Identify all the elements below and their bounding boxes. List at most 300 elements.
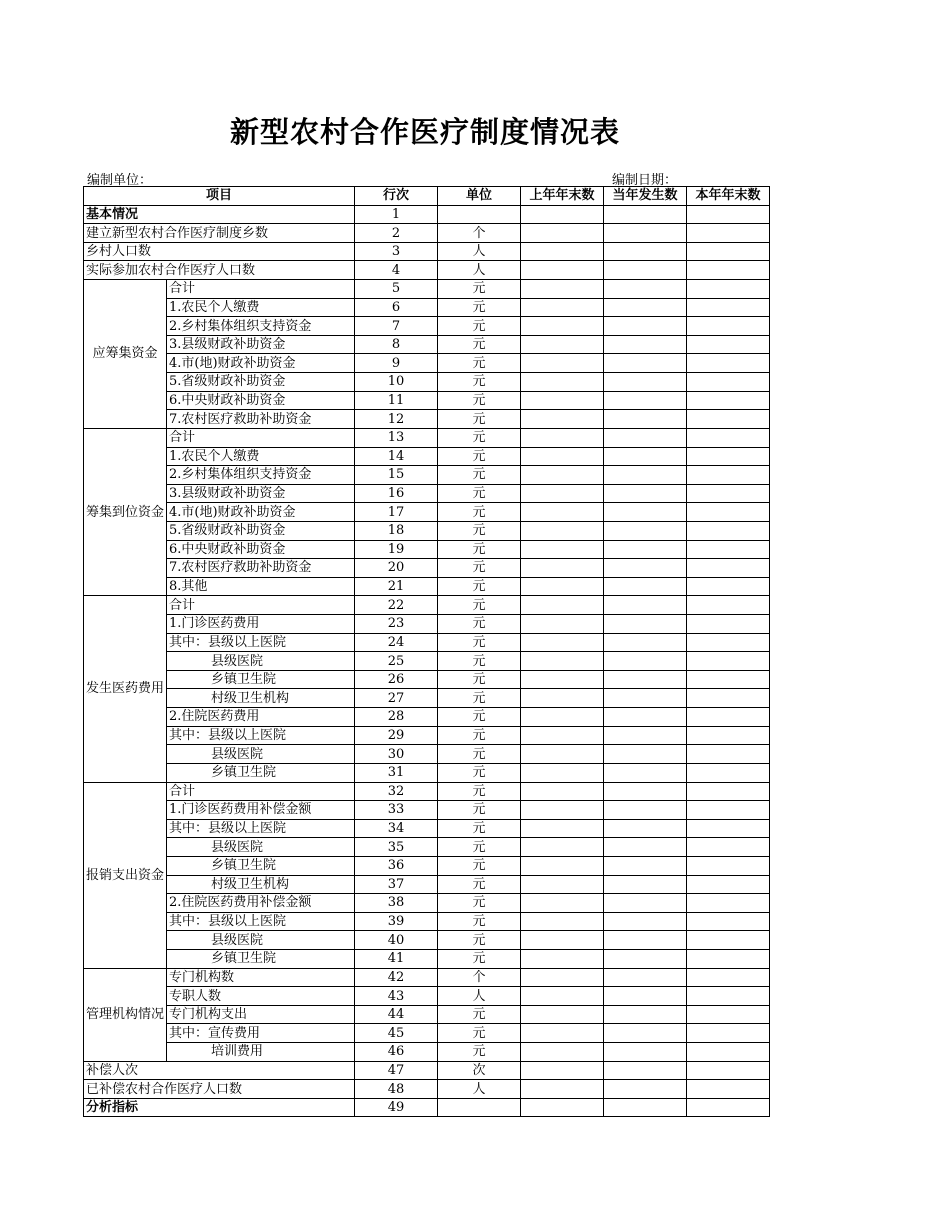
prev-year-end-cell[interactable] bbox=[521, 949, 604, 968]
item-label-cell: 村级卫生机构 bbox=[167, 689, 355, 708]
current-year-cell[interactable] bbox=[604, 224, 687, 243]
current-year-cell[interactable] bbox=[604, 484, 687, 503]
unit-cell: 元 bbox=[438, 949, 521, 968]
group-label-cell: 报销支出资金 bbox=[84, 782, 167, 968]
row-number-cell: 38 bbox=[355, 894, 438, 913]
row-number-cell: 9 bbox=[355, 354, 438, 373]
row-number-cell: 39 bbox=[355, 912, 438, 931]
item-label-cell: 合计 bbox=[167, 782, 355, 801]
this-year-end-cell[interactable] bbox=[687, 708, 770, 727]
table-row bbox=[84, 503, 770, 522]
item-label-cell: 建立新型农村合作医疗制度乡数 bbox=[84, 224, 355, 243]
current-year-cell[interactable] bbox=[604, 856, 687, 875]
item-label-cell: 乡镇卫生院 bbox=[167, 856, 355, 875]
row-number-cell: 24 bbox=[355, 633, 438, 652]
header-current-year: 当年发生数 bbox=[604, 187, 687, 206]
row-number-cell: 16 bbox=[355, 484, 438, 503]
unit-cell: 元 bbox=[438, 689, 521, 708]
prev-year-end-cell[interactable] bbox=[521, 280, 604, 299]
current-year-cell[interactable] bbox=[604, 521, 687, 540]
prev-year-end-cell[interactable] bbox=[521, 1005, 604, 1024]
item-label-cell: 县级医院 bbox=[167, 838, 355, 857]
current-year-cell[interactable] bbox=[604, 763, 687, 782]
table-row bbox=[84, 391, 770, 410]
row-number-cell: 26 bbox=[355, 670, 438, 689]
row-number-cell: 21 bbox=[355, 577, 438, 596]
table-row bbox=[84, 447, 770, 466]
row-number-cell: 36 bbox=[355, 856, 438, 875]
row-number-cell: 10 bbox=[355, 373, 438, 392]
prev-year-end-cell[interactable] bbox=[521, 317, 604, 336]
table-row bbox=[84, 373, 770, 392]
current-year-cell[interactable] bbox=[604, 298, 687, 317]
table-row bbox=[84, 856, 770, 875]
unit-cell: 元 bbox=[438, 1024, 521, 1043]
unit-cell: 元 bbox=[438, 317, 521, 336]
this-year-end-cell[interactable] bbox=[687, 745, 770, 764]
this-year-end-cell[interactable] bbox=[687, 484, 770, 503]
prev-year-end-cell[interactable] bbox=[521, 987, 604, 1006]
current-year-cell[interactable] bbox=[604, 242, 687, 261]
row-number-cell: 42 bbox=[355, 968, 438, 987]
row-number-cell: 25 bbox=[355, 652, 438, 671]
current-year-cell[interactable] bbox=[604, 875, 687, 894]
prev-year-end-cell[interactable] bbox=[521, 856, 604, 875]
item-label-cell: 2.住院医药费用补偿金额 bbox=[167, 894, 355, 913]
current-year-cell[interactable] bbox=[604, 801, 687, 820]
unit-cell: 元 bbox=[438, 577, 521, 596]
unit-cell: 元 bbox=[438, 875, 521, 894]
this-year-end-cell[interactable] bbox=[687, 317, 770, 336]
header-row-no: 行次 bbox=[355, 187, 438, 206]
item-label-cell: 专职人数 bbox=[167, 987, 355, 1006]
current-year-cell[interactable] bbox=[604, 373, 687, 392]
table-row bbox=[84, 317, 770, 336]
row-number-cell: 15 bbox=[355, 466, 438, 485]
compiling-unit-label: 编制单位： bbox=[87, 173, 153, 188]
this-year-end-cell[interactable] bbox=[687, 1024, 770, 1043]
prev-year-end-cell[interactable] bbox=[521, 261, 604, 280]
current-year-cell[interactable] bbox=[604, 819, 687, 838]
current-year-cell[interactable] bbox=[604, 745, 687, 764]
header-unit: 单位 bbox=[438, 187, 521, 206]
item-label-cell: 3.县级财政补助资金 bbox=[167, 484, 355, 503]
row-number-cell: 14 bbox=[355, 447, 438, 466]
this-year-end-cell[interactable] bbox=[687, 1061, 770, 1080]
unit-cell: 元 bbox=[438, 1043, 521, 1062]
prev-year-end-cell[interactable] bbox=[521, 1024, 604, 1043]
group-label-cell: 应筹集资金 bbox=[84, 280, 167, 429]
this-year-end-cell[interactable] bbox=[687, 540, 770, 559]
current-year-cell[interactable] bbox=[604, 615, 687, 634]
unit-cell: 元 bbox=[438, 559, 521, 578]
table-row bbox=[84, 987, 770, 1006]
prev-year-end-cell[interactable] bbox=[521, 559, 604, 578]
prev-year-end-cell[interactable] bbox=[521, 931, 604, 950]
row-number-cell: 40 bbox=[355, 931, 438, 950]
this-year-end-cell[interactable] bbox=[687, 856, 770, 875]
table-row bbox=[84, 466, 770, 485]
table-row bbox=[84, 335, 770, 354]
this-year-end-cell[interactable] bbox=[687, 205, 770, 224]
current-year-cell[interactable] bbox=[604, 633, 687, 652]
table-row bbox=[84, 596, 770, 615]
item-label-cell: 乡镇卫生院 bbox=[167, 763, 355, 782]
table-row bbox=[84, 224, 770, 243]
table-row bbox=[84, 894, 770, 913]
item-label-cell: 4.市(地)财政补助资金 bbox=[167, 503, 355, 522]
unit-cell: 元 bbox=[438, 726, 521, 745]
prev-year-end-cell[interactable] bbox=[521, 1098, 604, 1117]
current-year-cell[interactable] bbox=[604, 559, 687, 578]
unit-cell: 元 bbox=[438, 354, 521, 373]
prev-year-end-cell[interactable] bbox=[521, 689, 604, 708]
current-year-cell[interactable] bbox=[604, 466, 687, 485]
current-year-cell[interactable] bbox=[604, 1098, 687, 1117]
unit-cell: 元 bbox=[438, 801, 521, 820]
this-year-end-cell[interactable] bbox=[687, 391, 770, 410]
row-number-cell: 35 bbox=[355, 838, 438, 857]
prev-year-end-cell[interactable] bbox=[521, 894, 604, 913]
row-number-cell: 29 bbox=[355, 726, 438, 745]
current-year-cell[interactable] bbox=[604, 503, 687, 522]
unit-cell: 元 bbox=[438, 838, 521, 857]
current-year-cell[interactable] bbox=[604, 670, 687, 689]
this-year-end-cell[interactable] bbox=[687, 912, 770, 931]
prev-year-end-cell[interactable] bbox=[521, 596, 604, 615]
group-label-cell: 筹集到位资金 bbox=[84, 428, 167, 595]
prev-year-end-cell[interactable] bbox=[521, 633, 604, 652]
unit-cell: 元 bbox=[438, 521, 521, 540]
this-year-end-cell[interactable] bbox=[687, 596, 770, 615]
table-row bbox=[84, 1005, 770, 1024]
table-row bbox=[84, 205, 770, 224]
this-year-end-cell[interactable] bbox=[687, 763, 770, 782]
prev-year-end-cell[interactable] bbox=[521, 577, 604, 596]
table-row bbox=[84, 819, 770, 838]
current-year-cell[interactable] bbox=[604, 410, 687, 429]
this-year-end-cell[interactable] bbox=[687, 298, 770, 317]
table-row bbox=[84, 298, 770, 317]
item-label-cell: 1.农民个人缴费 bbox=[167, 298, 355, 317]
this-year-end-cell[interactable] bbox=[687, 949, 770, 968]
item-label-cell: 其中：县级以上医院 bbox=[167, 633, 355, 652]
row-number-cell: 5 bbox=[355, 280, 438, 299]
table-row bbox=[84, 726, 770, 745]
row-number-cell: 3 bbox=[355, 242, 438, 261]
row-number-cell: 7 bbox=[355, 317, 438, 336]
unit-cell: 元 bbox=[438, 633, 521, 652]
this-year-end-cell[interactable] bbox=[687, 633, 770, 652]
prev-year-end-cell[interactable] bbox=[521, 708, 604, 727]
this-year-end-cell[interactable] bbox=[687, 373, 770, 392]
this-year-end-cell[interactable] bbox=[687, 782, 770, 801]
group-label-cell: 发生医药费用 bbox=[84, 596, 167, 782]
header-this-year-end: 本年年末数 bbox=[687, 187, 770, 206]
unit-cell: 元 bbox=[438, 708, 521, 727]
unit-cell: 元 bbox=[438, 298, 521, 317]
unit-cell: 人 bbox=[438, 242, 521, 261]
current-year-cell[interactable] bbox=[604, 931, 687, 950]
prev-year-end-cell[interactable] bbox=[521, 652, 604, 671]
prev-year-end-cell[interactable] bbox=[521, 670, 604, 689]
prev-year-end-cell[interactable] bbox=[521, 373, 604, 392]
unit-cell: 人 bbox=[438, 261, 521, 280]
item-label-cell: 5.省级财政补助资金 bbox=[167, 373, 355, 392]
row-number-cell: 31 bbox=[355, 763, 438, 782]
unit-cell: 元 bbox=[438, 503, 521, 522]
this-year-end-cell[interactable] bbox=[687, 410, 770, 429]
this-year-end-cell[interactable] bbox=[687, 1098, 770, 1117]
row-number-cell: 28 bbox=[355, 708, 438, 727]
table-row bbox=[84, 615, 770, 634]
prev-year-end-cell[interactable] bbox=[521, 335, 604, 354]
item-label-cell: 其中：县级以上医院 bbox=[167, 912, 355, 931]
current-year-cell[interactable] bbox=[604, 968, 687, 987]
current-year-cell[interactable] bbox=[604, 317, 687, 336]
item-label-cell: 2.乡村集体组织支持资金 bbox=[167, 466, 355, 485]
row-number-cell: 27 bbox=[355, 689, 438, 708]
this-year-end-cell[interactable] bbox=[687, 894, 770, 913]
unit-cell: 人 bbox=[438, 987, 521, 1006]
unit-cell: 元 bbox=[438, 615, 521, 634]
unit-cell: 元 bbox=[438, 652, 521, 671]
this-year-end-cell[interactable] bbox=[687, 447, 770, 466]
table-row bbox=[84, 949, 770, 968]
current-year-cell[interactable] bbox=[604, 205, 687, 224]
this-year-end-cell[interactable] bbox=[687, 280, 770, 299]
current-year-cell[interactable] bbox=[604, 391, 687, 410]
current-year-cell[interactable] bbox=[604, 596, 687, 615]
this-year-end-cell[interactable] bbox=[687, 670, 770, 689]
current-year-cell[interactable] bbox=[604, 261, 687, 280]
this-year-end-cell[interactable] bbox=[687, 615, 770, 634]
unit-cell: 元 bbox=[438, 280, 521, 299]
row-number-cell: 33 bbox=[355, 801, 438, 820]
current-year-cell[interactable] bbox=[604, 1043, 687, 1062]
prev-year-end-cell[interactable] bbox=[521, 838, 604, 857]
current-year-cell[interactable] bbox=[604, 335, 687, 354]
current-year-cell[interactable] bbox=[604, 726, 687, 745]
row-number-cell: 45 bbox=[355, 1024, 438, 1043]
prev-year-end-cell[interactable] bbox=[521, 428, 604, 447]
unit-cell: 元 bbox=[438, 1005, 521, 1024]
prev-year-end-cell[interactable] bbox=[521, 503, 604, 522]
this-year-end-cell[interactable] bbox=[687, 801, 770, 820]
item-label-cell: 5.省级财政补助资金 bbox=[167, 521, 355, 540]
unit-cell: 元 bbox=[438, 745, 521, 764]
current-year-cell[interactable] bbox=[604, 280, 687, 299]
table-row bbox=[84, 428, 770, 447]
current-year-cell[interactable] bbox=[604, 354, 687, 373]
this-year-end-cell[interactable] bbox=[687, 968, 770, 987]
current-year-cell[interactable] bbox=[604, 540, 687, 559]
item-label-cell: 乡镇卫生院 bbox=[167, 949, 355, 968]
this-year-end-cell[interactable] bbox=[687, 652, 770, 671]
this-year-end-cell[interactable] bbox=[687, 335, 770, 354]
unit-cell: 元 bbox=[438, 856, 521, 875]
this-year-end-cell[interactable] bbox=[687, 354, 770, 373]
unit-cell: 元 bbox=[438, 447, 521, 466]
item-label-cell: 实际参加农村合作医疗人口数 bbox=[84, 261, 355, 280]
table-row bbox=[84, 708, 770, 727]
table-row bbox=[84, 633, 770, 652]
row-number-cell: 47 bbox=[355, 1061, 438, 1080]
this-year-end-cell[interactable] bbox=[687, 819, 770, 838]
prev-year-end-cell[interactable] bbox=[521, 1043, 604, 1062]
row-number-cell: 46 bbox=[355, 1043, 438, 1062]
unit-cell: 人 bbox=[438, 1080, 521, 1099]
table-row bbox=[84, 763, 770, 782]
table-row bbox=[84, 838, 770, 857]
row-number-cell: 11 bbox=[355, 391, 438, 410]
this-year-end-cell[interactable] bbox=[687, 577, 770, 596]
prev-year-end-cell[interactable] bbox=[521, 447, 604, 466]
table-row bbox=[84, 689, 770, 708]
prev-year-end-cell[interactable] bbox=[521, 912, 604, 931]
current-year-cell[interactable] bbox=[604, 1005, 687, 1024]
table-row bbox=[84, 912, 770, 931]
row-number-cell: 20 bbox=[355, 559, 438, 578]
current-year-cell[interactable] bbox=[604, 428, 687, 447]
item-label-cell: 专门机构数 bbox=[167, 968, 355, 987]
table-row bbox=[84, 801, 770, 820]
row-number-cell: 22 bbox=[355, 596, 438, 615]
current-year-cell[interactable] bbox=[604, 838, 687, 857]
report-table bbox=[83, 186, 770, 1117]
row-number-cell: 49 bbox=[355, 1098, 438, 1117]
this-year-end-cell[interactable] bbox=[687, 838, 770, 857]
unit-cell: 元 bbox=[438, 540, 521, 559]
unit-cell: 元 bbox=[438, 466, 521, 485]
this-year-end-cell[interactable] bbox=[687, 987, 770, 1006]
table-row bbox=[84, 782, 770, 801]
compiling-date-label: 编制日期： bbox=[612, 173, 678, 188]
current-year-cell[interactable] bbox=[604, 577, 687, 596]
current-year-cell[interactable] bbox=[604, 447, 687, 466]
prev-year-end-cell[interactable] bbox=[521, 466, 604, 485]
item-label-cell: 3.县级财政补助资金 bbox=[167, 335, 355, 354]
current-year-cell[interactable] bbox=[604, 689, 687, 708]
prev-year-end-cell[interactable] bbox=[521, 205, 604, 224]
prev-year-end-cell[interactable] bbox=[521, 298, 604, 317]
item-label-cell: 合计 bbox=[167, 280, 355, 299]
prev-year-end-cell[interactable] bbox=[521, 782, 604, 801]
table-row bbox=[84, 1061, 770, 1080]
current-year-cell[interactable] bbox=[604, 708, 687, 727]
this-year-end-cell[interactable] bbox=[687, 1005, 770, 1024]
unit-cell: 元 bbox=[438, 931, 521, 950]
unit-cell: 元 bbox=[438, 819, 521, 838]
row-number-cell: 13 bbox=[355, 428, 438, 447]
this-year-end-cell[interactable] bbox=[687, 261, 770, 280]
current-year-cell[interactable] bbox=[604, 1080, 687, 1099]
this-year-end-cell[interactable] bbox=[687, 242, 770, 261]
this-year-end-cell[interactable] bbox=[687, 875, 770, 894]
table-row bbox=[84, 354, 770, 373]
prev-year-end-cell[interactable] bbox=[521, 875, 604, 894]
this-year-end-cell[interactable] bbox=[687, 224, 770, 243]
this-year-end-cell[interactable] bbox=[687, 521, 770, 540]
row-number-cell: 43 bbox=[355, 987, 438, 1006]
prev-year-end-cell[interactable] bbox=[521, 540, 604, 559]
table-row bbox=[84, 521, 770, 540]
current-year-cell[interactable] bbox=[604, 987, 687, 1006]
prev-year-end-cell[interactable] bbox=[521, 819, 604, 838]
header-prev-year-end: 上年年末数 bbox=[521, 187, 604, 206]
row-number-cell: 37 bbox=[355, 875, 438, 894]
item-label-cell: 补偿人次 bbox=[84, 1061, 355, 1080]
item-label-cell: 其中：县级以上医院 bbox=[167, 819, 355, 838]
row-number-cell: 8 bbox=[355, 335, 438, 354]
prev-year-end-cell[interactable] bbox=[521, 763, 604, 782]
unit-cell: 元 bbox=[438, 782, 521, 801]
prev-year-end-cell[interactable] bbox=[521, 354, 604, 373]
this-year-end-cell[interactable] bbox=[687, 428, 770, 447]
prev-year-end-cell[interactable] bbox=[521, 242, 604, 261]
item-label-cell: 县级医院 bbox=[167, 931, 355, 950]
prev-year-end-cell[interactable] bbox=[521, 484, 604, 503]
prev-year-end-cell[interactable] bbox=[521, 968, 604, 987]
header-item: 项目 bbox=[84, 187, 355, 206]
prev-year-end-cell[interactable] bbox=[521, 745, 604, 764]
this-year-end-cell[interactable] bbox=[687, 931, 770, 950]
current-year-cell[interactable] bbox=[604, 782, 687, 801]
item-label-cell: 4.市(地)财政补助资金 bbox=[167, 354, 355, 373]
this-year-end-cell[interactable] bbox=[687, 559, 770, 578]
prev-year-end-cell[interactable] bbox=[521, 391, 604, 410]
unit-cell bbox=[438, 205, 521, 224]
this-year-end-cell[interactable] bbox=[687, 1080, 770, 1099]
prev-year-end-cell[interactable] bbox=[521, 410, 604, 429]
current-year-cell[interactable] bbox=[604, 652, 687, 671]
this-year-end-cell[interactable] bbox=[687, 689, 770, 708]
header-row bbox=[84, 187, 770, 206]
item-label-cell: 7.农村医疗救助补助资金 bbox=[167, 559, 355, 578]
table-row bbox=[84, 652, 770, 671]
table-row bbox=[84, 1024, 770, 1043]
this-year-end-cell[interactable] bbox=[687, 466, 770, 485]
current-year-cell[interactable] bbox=[604, 949, 687, 968]
current-year-cell[interactable] bbox=[604, 1061, 687, 1080]
prev-year-end-cell[interactable] bbox=[521, 615, 604, 634]
row-number-cell: 34 bbox=[355, 819, 438, 838]
prev-year-end-cell[interactable] bbox=[521, 801, 604, 820]
table-row bbox=[84, 280, 770, 299]
current-year-cell[interactable] bbox=[604, 912, 687, 931]
row-number-cell: 32 bbox=[355, 782, 438, 801]
unit-cell: 元 bbox=[438, 373, 521, 392]
item-label-cell: 乡村人口数 bbox=[84, 242, 355, 261]
row-number-cell: 23 bbox=[355, 615, 438, 634]
prev-year-end-cell[interactable] bbox=[521, 1061, 604, 1080]
row-number-cell: 2 bbox=[355, 224, 438, 243]
item-label-cell: 6.中央财政补助资金 bbox=[167, 540, 355, 559]
this-year-end-cell[interactable] bbox=[687, 1043, 770, 1062]
table-row bbox=[84, 410, 770, 429]
prev-year-end-cell[interactable] bbox=[521, 224, 604, 243]
prev-year-end-cell[interactable] bbox=[521, 1080, 604, 1099]
item-label-cell: 7.农村医疗救助补助资金 bbox=[167, 410, 355, 429]
table-row bbox=[84, 1043, 770, 1062]
this-year-end-cell[interactable] bbox=[687, 503, 770, 522]
prev-year-end-cell[interactable] bbox=[521, 726, 604, 745]
prev-year-end-cell[interactable] bbox=[521, 521, 604, 540]
unit-cell: 元 bbox=[438, 670, 521, 689]
current-year-cell[interactable] bbox=[604, 894, 687, 913]
current-year-cell[interactable] bbox=[604, 1024, 687, 1043]
this-year-end-cell[interactable] bbox=[687, 726, 770, 745]
